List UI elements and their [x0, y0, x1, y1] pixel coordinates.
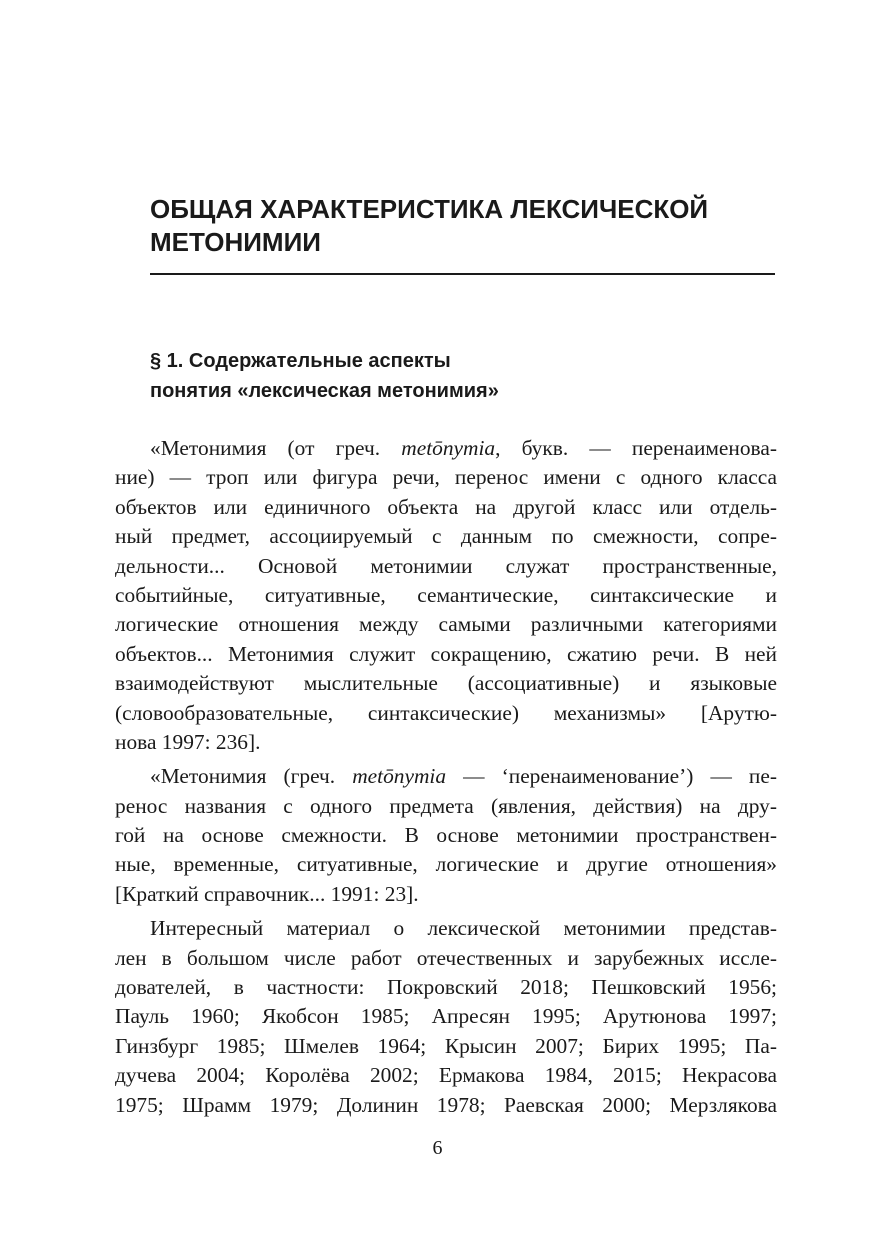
text-line: событийные, ситуативные, семантические, синтаксические и [115, 582, 777, 607]
text-line: дельности... Основой метонимии служат пространственные, [115, 553, 777, 578]
text-line: Гинзбург 1985; Шмелев 1964; Крысин 2007; Бирих 1995; Па- [115, 1033, 777, 1058]
text-line: ный предмет, ассоциируемый с данным по смежности, сопре- [115, 524, 777, 549]
text-line: лен в большом числе работ отечественных и зарубежных иссле- [115, 945, 777, 970]
section-title [150, 346, 775, 406]
italic-term: metōnymia [401, 436, 496, 460]
text-line: Пауль 1960; Якобсон 1985; Апресян 1995; Арутюнова 1997; [115, 1004, 777, 1029]
section-title-line-2: понятия «лексическая метонимия» [150, 380, 499, 402]
text-line: гой на основе смежности. В основе метонимии пространствен- [115, 823, 777, 848]
chapter-title-line-2: МЕТОНИМИИ [150, 227, 321, 257]
text-line: 1975; Шрамм 1979; Долинин 1978; Раевская 2000; Мерзлякова [115, 1092, 777, 1117]
body-text [115, 434, 777, 1125]
section-title-line-1: § 1. Содержательные аспекты [150, 350, 451, 372]
chapter-title-line-1: ОБЩАЯ ХАРАКТЕРИСТИКА ЛЕКСИЧЕСКОЙ [150, 194, 709, 224]
text-line: нова 1997: 236]. [115, 729, 261, 754]
text-line: дучева 2004; Королёва 2002; Ермакова 1984, 2015; Некрасова [115, 1063, 777, 1088]
text-line: «Метонимия (от греч. metōnymia, букв. — перенаименова- [150, 436, 777, 460]
text-line: Интересный материал о лексической метонимии представ- [150, 916, 777, 941]
text-line: [Краткий справочник... 1991: 23]. [115, 881, 419, 906]
chapter-title [150, 193, 790, 259]
paragraph [115, 914, 777, 1120]
paragraph [115, 762, 777, 909]
text-line: «Метонимия (греч. metōnymia — ‘перенаименование’) — пе- [150, 764, 777, 789]
text-line: ренос названия с одного предмета (явления, действия) на дру- [115, 793, 777, 818]
italic-term: metōnymia [352, 764, 447, 789]
title-rule [150, 273, 775, 275]
text-line: (словообразовательные, синтаксические) механизмы» [Арутю- [115, 700, 777, 725]
text-line: взаимодействуют мыслительные (ассоциативные) и языковые [115, 671, 777, 696]
text-line: ные, временные, ситуативные, логические и другие отношения» [115, 852, 777, 877]
page-number: 6 [432, 1137, 443, 1159]
paragraph [115, 434, 777, 757]
text-line: ние) — троп или фигура речи, перенос имени с одного класса [115, 465, 777, 490]
text-line: объектов или единичного объекта на другой класс или отдель- [115, 494, 777, 519]
text-line: логические отношения между самыми различными категориями [115, 612, 777, 637]
text-line: объектов... Метонимия служит сокращению, сжатию речи. В ней [115, 641, 777, 666]
text-line: дователей, в частности: Покровский 2018; Пешковский 1956; [115, 975, 777, 1000]
